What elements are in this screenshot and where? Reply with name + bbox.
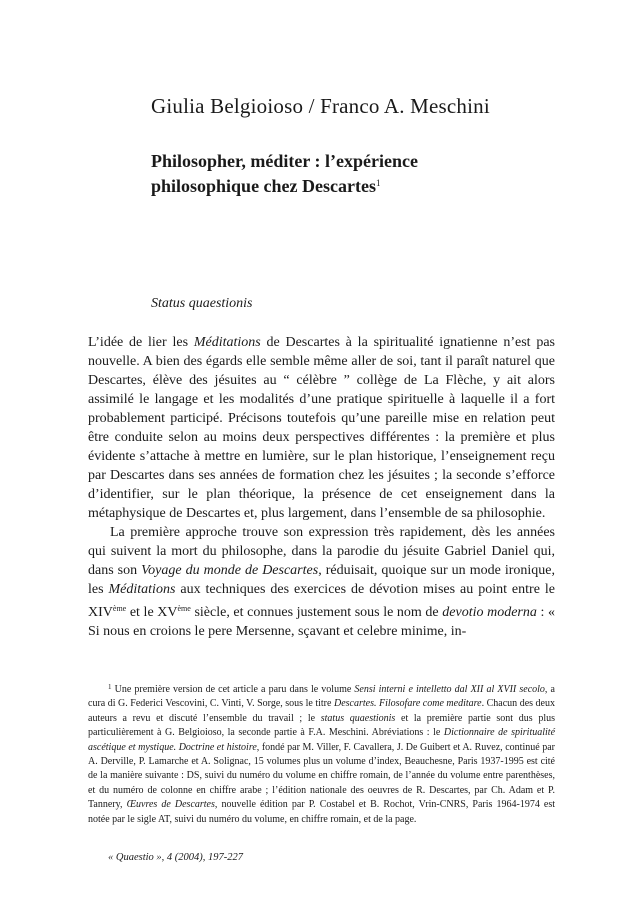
fn-title-d: Descartes. Filosofare come meditare <box>333 698 482 710</box>
paragraph-1 <box>88 333 555 523</box>
title-line-2-text: philosophique chez Descartes <box>151 176 376 196</box>
p1-work-title: Méditations <box>193 335 261 350</box>
p2-text-k: : « Si nous en croions le pere Mersenne, sçavant et celebre minime, in- <box>88 605 555 639</box>
paragraph-2 <box>88 523 555 641</box>
fn-title-h: Dictionnaire de spiritualité ascétique et mystique. Doctrine et histoire <box>88 727 556 753</box>
fn-text-k: , nouvelle édition par P. Costabel et B. Rochot, Vrin-CNRS, Paris 1964-1974 est notée par le sigle AT, suivi du numéro du volume, en chiffre romain, et de la page. <box>88 799 556 825</box>
footnote-number: 1 <box>108 683 112 691</box>
footnote-1 <box>88 680 555 827</box>
body-text <box>88 333 555 641</box>
fn-title-j: Œuvres de Descartes <box>126 799 215 811</box>
p2-devotio: devotio moderna <box>442 605 537 620</box>
p2-text-e: aux techniques des exercices de dévotion mises au point entre le XIV <box>88 582 555 620</box>
fn-text-e: . Chacun des deux auteurs a revu et discuté l’ensemble du travail ; le <box>88 698 555 724</box>
p1-text-c: de Descartes à la spiritualité ignatienne n’est pas nouvelle. A bien des égards elle semble même aller de soi, tant il paraît naturel que Descartes, élève des jésuites au “ célèbre ” collège de La Flèche, y ait alors assimilé le langage et les modalités d’une pratique spirituelle à laquelle il a fort probablement participé. Précisons toutefois qu’une pareille mise en relation peut être conduite selon au moins deux perspectives différentes : la première et plus évidente s’attache à mettre en lumière, sur le plan historique, l’enseignement reçu par Descartes dans ses années de formation chez les jésuites ; la seconde s’efforce d’identifier, sur le plan théorique, la présence de cet enseignement dans la métaphysique de Descartes et, plus largement, dans l’ensemble de sa philosophie. <box>88 335 555 521</box>
fn-title-b: Sensi interni e intelletto dal XII al XVII secolo <box>354 684 545 695</box>
p2-work-title: Voyage du monde de Descartes <box>141 563 319 578</box>
title-line-2 <box>151 172 571 197</box>
title-footnote-ref[interactable]: 1 <box>376 178 381 188</box>
p2-text-g: et le XV <box>126 605 178 620</box>
p2-meditations: Méditations <box>108 582 176 597</box>
p2-sup-2: ème <box>177 604 191 613</box>
fn-text-i: , fondé par M. Viller, F. Cavallera, J. De Guibert et A. Ruvez, continué par A. Derville, P. Lamarche et A. Solignac, 15 volumes plus un volume d’index, Beauchesne, Paris 1937-1995 est cité de la manière suivante : DS, suivi du numéro du volume en chiffre romain, de l’année du volume entre parenthèses, et du numéro de colonne en chiffre arabe ; l’édition nationale des oeuvres de R. Descartes, par Ch. Adam et P. Tannery, <box>88 741 555 811</box>
article-title <box>151 150 571 197</box>
journal-citation: « Quaestio », 4 (2004), 197-227 <box>108 852 244 863</box>
fn-text-a: Une première version de cet article a paru dans le volume <box>111 684 355 695</box>
fn-term-f: status quaestionis <box>320 712 396 724</box>
fn-text-g: et la première partie sont dus plus particulièrement à G. Belgioioso, la seconde partie à F.A. Meschini. Abréviations : le <box>88 712 555 739</box>
fn-text-c: , a cura di G. Federici Vescovini, C. Vinti, V. Sorge, sous le titre <box>88 684 555 710</box>
section-heading: Status quaestionis <box>151 296 253 311</box>
title-line-1: Philosopher, méditer : l’expérience <box>151 151 418 171</box>
p1-text-a: L’idée de lier les <box>88 335 194 350</box>
article-authors: Giulia Belgioioso / Franco A. Meschini <box>151 94 490 118</box>
p2-text-i: siècle, et connues justement sous le nom de <box>190 605 443 620</box>
p2-text-c: , réduisait, quoique sur un mode ironique, les <box>88 563 555 597</box>
p2-sup-1: ème <box>112 604 127 613</box>
p2-text-a: La première approche trouve son expression très rapidement, dès les années qui suivent la mort du philosophe, dans la parodie du jésuite Gabriel Daniel qui, dans son <box>88 525 555 578</box>
